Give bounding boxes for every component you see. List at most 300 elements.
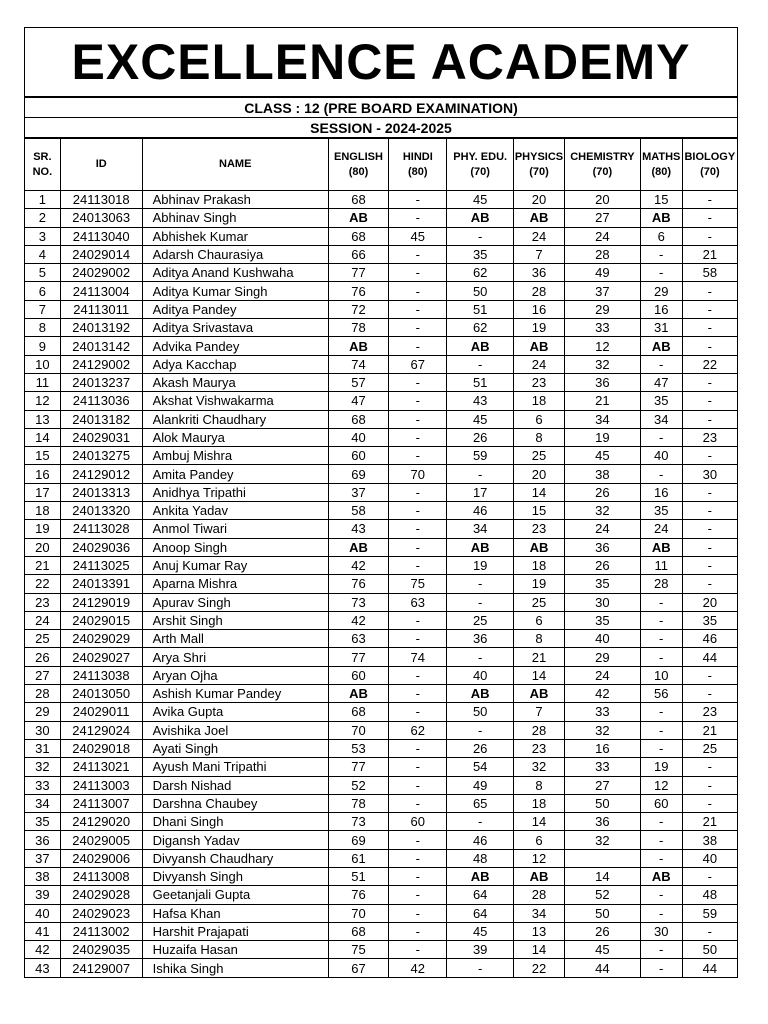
column-header-chemistry [565, 139, 641, 191]
cell-biology: 35 [682, 611, 737, 629]
table-row [25, 392, 738, 410]
cell-chemistry: 24 [565, 666, 641, 684]
cell-chemistry: 33 [565, 758, 641, 776]
cell-chemistry: 20 [565, 191, 641, 209]
cell-chemistry: 49 [565, 264, 641, 282]
table-row [25, 648, 738, 666]
cell-sr: 7 [25, 300, 61, 318]
cell-english: 61 [328, 849, 388, 867]
cell-maths: - [640, 703, 682, 721]
cell-hindi: 74 [389, 648, 447, 666]
cell-chemistry: 29 [565, 300, 641, 318]
cell-maths: - [640, 611, 682, 629]
cell-biology: 44 [682, 959, 737, 977]
cell-hindi: - [389, 758, 447, 776]
cell-maths: - [640, 739, 682, 757]
cell-sr: 27 [25, 666, 61, 684]
cell-id: 24113021 [60, 758, 142, 776]
cell-hindi: - [389, 556, 447, 574]
table-row [25, 867, 738, 885]
cell-hindi: 67 [389, 355, 447, 373]
cell-physics: AB [513, 337, 564, 355]
cell-phyedu: AB [447, 538, 513, 556]
cell-chemistry: 50 [565, 794, 641, 812]
cell-english: 42 [328, 556, 388, 574]
cell-sr: 30 [25, 721, 61, 739]
cell-hindi: 45 [389, 227, 447, 245]
cell-physics: 28 [513, 282, 564, 300]
cell-name: Abhishek Kumar [142, 227, 328, 245]
cell-english: 58 [328, 502, 388, 520]
cell-english: 63 [328, 630, 388, 648]
cell-biology: - [682, 227, 737, 245]
cell-name: Alok Maurya [142, 428, 328, 446]
cell-id: 24113040 [60, 227, 142, 245]
cell-maths: 12 [640, 776, 682, 794]
column-header-title: ENGLISH [334, 150, 383, 163]
column-header-phyedu [447, 139, 513, 191]
cell-maths: 24 [640, 520, 682, 538]
cell-chemistry: 27 [565, 776, 641, 794]
cell-english: 68 [328, 410, 388, 428]
table-row [25, 319, 738, 337]
cell-hindi: - [389, 776, 447, 794]
cell-hindi: - [389, 300, 447, 318]
cell-maths: 31 [640, 319, 682, 337]
cell-name: Anoop Singh [142, 538, 328, 556]
column-header-max-marks: (70) [700, 165, 720, 178]
cell-biology: - [682, 373, 737, 391]
cell-id: 24113028 [60, 520, 142, 538]
cell-physics: 22 [513, 959, 564, 977]
cell-phyedu: 17 [447, 483, 513, 501]
cell-phyedu: 36 [447, 630, 513, 648]
cell-chemistry: 24 [565, 227, 641, 245]
cell-english: 70 [328, 904, 388, 922]
results-table [24, 138, 738, 978]
cell-physics: 24 [513, 355, 564, 373]
cell-physics: 32 [513, 758, 564, 776]
column-header-hindi [389, 139, 447, 191]
table-row [25, 245, 738, 263]
table-row [25, 794, 738, 812]
cell-physics: 36 [513, 264, 564, 282]
cell-id: 24113036 [60, 392, 142, 410]
cell-id: 24013142 [60, 337, 142, 355]
cell-english: 68 [328, 703, 388, 721]
cell-biology: - [682, 922, 737, 940]
cell-physics: AB [513, 538, 564, 556]
cell-phyedu: 35 [447, 245, 513, 263]
cell-biology: 44 [682, 648, 737, 666]
cell-name: Arshit Singh [142, 611, 328, 629]
table-row [25, 575, 738, 593]
cell-id: 24129007 [60, 959, 142, 977]
cell-id: 24029027 [60, 648, 142, 666]
cell-hindi: - [389, 630, 447, 648]
cell-maths: AB [640, 538, 682, 556]
cell-sr: 19 [25, 520, 61, 538]
cell-english: 60 [328, 447, 388, 465]
cell-physics: 18 [513, 392, 564, 410]
cell-sr: 8 [25, 319, 61, 337]
table-row [25, 428, 738, 446]
cell-english: 75 [328, 941, 388, 959]
cell-maths: 16 [640, 300, 682, 318]
cell-id: 24113008 [60, 867, 142, 885]
cell-hindi: - [389, 428, 447, 446]
cell-id: 24013237 [60, 373, 142, 391]
cell-id: 24013050 [60, 685, 142, 703]
cell-phyedu: 39 [447, 941, 513, 959]
cell-maths: 15 [640, 191, 682, 209]
cell-phyedu: 26 [447, 428, 513, 446]
table-row [25, 538, 738, 556]
cell-chemistry: 21 [565, 392, 641, 410]
cell-biology: 25 [682, 739, 737, 757]
cell-english: 73 [328, 813, 388, 831]
cell-hindi: - [389, 849, 447, 867]
cell-phyedu: 46 [447, 831, 513, 849]
cell-hindi: - [389, 685, 447, 703]
cell-maths: - [640, 264, 682, 282]
cell-maths: - [640, 831, 682, 849]
cell-hindi: - [389, 319, 447, 337]
cell-chemistry: 30 [565, 593, 641, 611]
cell-physics: 24 [513, 227, 564, 245]
cell-name: Dhani Singh [142, 813, 328, 831]
cell-biology: - [682, 776, 737, 794]
cell-hindi: - [389, 739, 447, 757]
column-header-max-marks: (80) [348, 165, 369, 178]
cell-hindi: - [389, 611, 447, 629]
column-header-max-marks: (70) [592, 165, 613, 178]
cell-hindi: - [389, 392, 447, 410]
cell-sr: 24 [25, 611, 61, 629]
cell-physics: 23 [513, 739, 564, 757]
title-box [24, 27, 738, 98]
cell-phyedu: 50 [447, 282, 513, 300]
cell-physics: 25 [513, 593, 564, 611]
cell-chemistry: 32 [565, 721, 641, 739]
cell-maths: - [640, 428, 682, 446]
cell-maths: - [640, 593, 682, 611]
column-header-biology [682, 139, 737, 191]
cell-maths: 16 [640, 483, 682, 501]
cell-id: 24029028 [60, 886, 142, 904]
cell-id: 24129012 [60, 465, 142, 483]
cell-chemistry: 12 [565, 337, 641, 355]
cell-hindi: - [389, 483, 447, 501]
cell-phyedu: 45 [447, 410, 513, 428]
cell-name: Anmol Tiwari [142, 520, 328, 538]
table-body [25, 191, 738, 978]
cell-maths: AB [640, 209, 682, 227]
cell-english: 68 [328, 227, 388, 245]
cell-sr: 38 [25, 867, 61, 885]
cell-phyedu: 62 [447, 264, 513, 282]
cell-phyedu: 51 [447, 373, 513, 391]
cell-biology: - [682, 337, 737, 355]
cell-english: 77 [328, 758, 388, 776]
cell-hindi: 75 [389, 575, 447, 593]
cell-phyedu: 49 [447, 776, 513, 794]
cell-physics: 14 [513, 941, 564, 959]
cell-sr: 6 [25, 282, 61, 300]
session-line: SESSION - 2024-2025 [24, 118, 738, 138]
cell-english: 73 [328, 593, 388, 611]
cell-sr: 28 [25, 685, 61, 703]
cell-maths: 47 [640, 373, 682, 391]
cell-chemistry: 16 [565, 739, 641, 757]
cell-maths: 11 [640, 556, 682, 574]
cell-chemistry: 45 [565, 447, 641, 465]
cell-name: Abhinav Prakash [142, 191, 328, 209]
cell-phyedu: 65 [447, 794, 513, 812]
table-row [25, 758, 738, 776]
table-row [25, 630, 738, 648]
cell-physics: 8 [513, 428, 564, 446]
cell-physics: 7 [513, 703, 564, 721]
cell-biology: 59 [682, 904, 737, 922]
cell-english: 74 [328, 355, 388, 373]
cell-id: 24029006 [60, 849, 142, 867]
cell-maths: 56 [640, 685, 682, 703]
cell-maths: 35 [640, 502, 682, 520]
table-row [25, 337, 738, 355]
cell-id: 24129024 [60, 721, 142, 739]
cell-hindi: 42 [389, 959, 447, 977]
cell-name: Aparna Mishra [142, 575, 328, 593]
cell-id: 24029031 [60, 428, 142, 446]
cell-physics: 8 [513, 630, 564, 648]
cell-maths: 40 [640, 447, 682, 465]
cell-biology: 20 [682, 593, 737, 611]
cell-chemistry: 45 [565, 941, 641, 959]
cell-chemistry: 38 [565, 465, 641, 483]
cell-physics: 20 [513, 191, 564, 209]
cell-id: 24113004 [60, 282, 142, 300]
cell-phyedu: 50 [447, 703, 513, 721]
cell-name: Avika Gupta [142, 703, 328, 721]
cell-phyedu: 45 [447, 191, 513, 209]
cell-physics: 34 [513, 904, 564, 922]
cell-hindi: - [389, 447, 447, 465]
column-header-title: HINDI [402, 150, 433, 163]
cell-sr: 34 [25, 794, 61, 812]
cell-biology: 23 [682, 703, 737, 721]
cell-id: 24029014 [60, 245, 142, 263]
cell-phyedu: 54 [447, 758, 513, 776]
column-header-max-marks: (70) [470, 165, 490, 178]
table-row [25, 831, 738, 849]
cell-physics: 8 [513, 776, 564, 794]
cell-physics: 18 [513, 794, 564, 812]
cell-biology: - [682, 520, 737, 538]
table-row [25, 941, 738, 959]
cell-biology: 50 [682, 941, 737, 959]
cell-id: 24029005 [60, 831, 142, 849]
cell-physics: 15 [513, 502, 564, 520]
cell-id: 24013320 [60, 502, 142, 520]
cell-maths: - [640, 959, 682, 977]
table-row [25, 447, 738, 465]
cell-english: 67 [328, 959, 388, 977]
cell-chemistry: 35 [565, 611, 641, 629]
cell-sr: 33 [25, 776, 61, 794]
cell-name: Harshit Prajapati [142, 922, 328, 940]
cell-name: Ishika Singh [142, 959, 328, 977]
cell-id: 24113038 [60, 666, 142, 684]
column-header-title: CHEMISTRY [570, 150, 635, 163]
cell-phyedu: 25 [447, 611, 513, 629]
cell-biology: - [682, 282, 737, 300]
cell-phyedu: - [447, 575, 513, 593]
cell-id: 24013182 [60, 410, 142, 428]
column-header-english [328, 139, 388, 191]
cell-biology: 23 [682, 428, 737, 446]
cell-id: 24113003 [60, 776, 142, 794]
cell-biology: - [682, 685, 737, 703]
cell-sr: 37 [25, 849, 61, 867]
table-row [25, 666, 738, 684]
cell-biology: - [682, 556, 737, 574]
cell-biology: 30 [682, 465, 737, 483]
table-row [25, 611, 738, 629]
cell-hindi: - [389, 886, 447, 904]
cell-maths: 30 [640, 922, 682, 940]
cell-phyedu: - [447, 465, 513, 483]
cell-chemistry [565, 849, 641, 867]
cell-physics: 14 [513, 813, 564, 831]
table-row [25, 355, 738, 373]
cell-id: 24029029 [60, 630, 142, 648]
cell-sr: 12 [25, 392, 61, 410]
header-row [25, 139, 738, 191]
cell-name: Ayati Singh [142, 739, 328, 757]
cell-phyedu: 64 [447, 904, 513, 922]
cell-phyedu: - [447, 593, 513, 611]
cell-sr: 21 [25, 556, 61, 574]
cell-id: 24129002 [60, 355, 142, 373]
cell-hindi: 62 [389, 721, 447, 739]
table-row [25, 483, 738, 501]
cell-hindi: 63 [389, 593, 447, 611]
cell-hindi: - [389, 794, 447, 812]
cell-sr: 17 [25, 483, 61, 501]
cell-physics: 13 [513, 922, 564, 940]
cell-phyedu: 34 [447, 520, 513, 538]
cell-sr: 5 [25, 264, 61, 282]
cell-maths: 35 [640, 392, 682, 410]
cell-english: 37 [328, 483, 388, 501]
cell-sr: 16 [25, 465, 61, 483]
cell-chemistry: 50 [565, 904, 641, 922]
cell-name: Hafsa Khan [142, 904, 328, 922]
column-header-title: BIOLOGY [684, 150, 736, 163]
cell-english: 60 [328, 666, 388, 684]
cell-phyedu: AB [447, 209, 513, 227]
cell-name: Adarsh Chaurasiya [142, 245, 328, 263]
cell-biology: 38 [682, 831, 737, 849]
cell-physics: 12 [513, 849, 564, 867]
cell-sr: 23 [25, 593, 61, 611]
column-header-max-marks: (80) [651, 165, 671, 178]
cell-maths: 6 [640, 227, 682, 245]
cell-chemistry: 36 [565, 538, 641, 556]
cell-biology: 58 [682, 264, 737, 282]
cell-id: 24113011 [60, 300, 142, 318]
cell-sr: 31 [25, 739, 61, 757]
cell-name: Geetanjali Gupta [142, 886, 328, 904]
cell-name: Abhinav Singh [142, 209, 328, 227]
cell-id: 24029002 [60, 264, 142, 282]
cell-name: Aditya Srivastava [142, 319, 328, 337]
cell-phyedu: 62 [447, 319, 513, 337]
cell-sr: 1 [25, 191, 61, 209]
cell-physics: 19 [513, 575, 564, 593]
table-row [25, 227, 738, 245]
cell-maths: 28 [640, 575, 682, 593]
cell-sr: 10 [25, 355, 61, 373]
cell-sr: 26 [25, 648, 61, 666]
cell-english: 57 [328, 373, 388, 391]
cell-english: 40 [328, 428, 388, 446]
cell-biology: 21 [682, 721, 737, 739]
cell-sr: 25 [25, 630, 61, 648]
cell-id: 24029011 [60, 703, 142, 721]
cell-sr: 4 [25, 245, 61, 263]
table-row [25, 813, 738, 831]
cell-biology: 22 [682, 355, 737, 373]
cell-sr: 15 [25, 447, 61, 465]
cell-hindi: 60 [389, 813, 447, 831]
cell-sr: 35 [25, 813, 61, 831]
cell-id: 24113018 [60, 191, 142, 209]
academy-title: EXCELLENCE ACADEMY [71, 34, 691, 90]
table-row [25, 685, 738, 703]
cell-name: Aditya Anand Kushwaha [142, 264, 328, 282]
cell-physics: 7 [513, 245, 564, 263]
cell-biology: - [682, 666, 737, 684]
cell-english: 69 [328, 465, 388, 483]
cell-name: Adya Kacchap [142, 355, 328, 373]
cell-hindi: - [389, 502, 447, 520]
table-row [25, 776, 738, 794]
cell-chemistry: 32 [565, 831, 641, 849]
column-header-max-marks: (80) [408, 165, 428, 178]
cell-name: Darshna Chaubey [142, 794, 328, 812]
table-row [25, 282, 738, 300]
cell-chemistry: 14 [565, 867, 641, 885]
cell-name: Ambuj Mishra [142, 447, 328, 465]
cell-chemistry: 26 [565, 922, 641, 940]
cell-name: Anuj Kumar Ray [142, 556, 328, 574]
cell-chemistry: 24 [565, 520, 641, 538]
cell-id: 24029035 [60, 941, 142, 959]
cell-hindi: - [389, 666, 447, 684]
column-header-maths [640, 139, 682, 191]
cell-id: 24013275 [60, 447, 142, 465]
cell-physics: 21 [513, 648, 564, 666]
column-header-max-marks: (70) [529, 165, 549, 178]
cell-chemistry: 36 [565, 813, 641, 831]
column-header-title: SR. [33, 150, 52, 163]
cell-chemistry: 52 [565, 886, 641, 904]
table-row [25, 209, 738, 227]
cell-id: 24013192 [60, 319, 142, 337]
cell-hindi: - [389, 867, 447, 885]
